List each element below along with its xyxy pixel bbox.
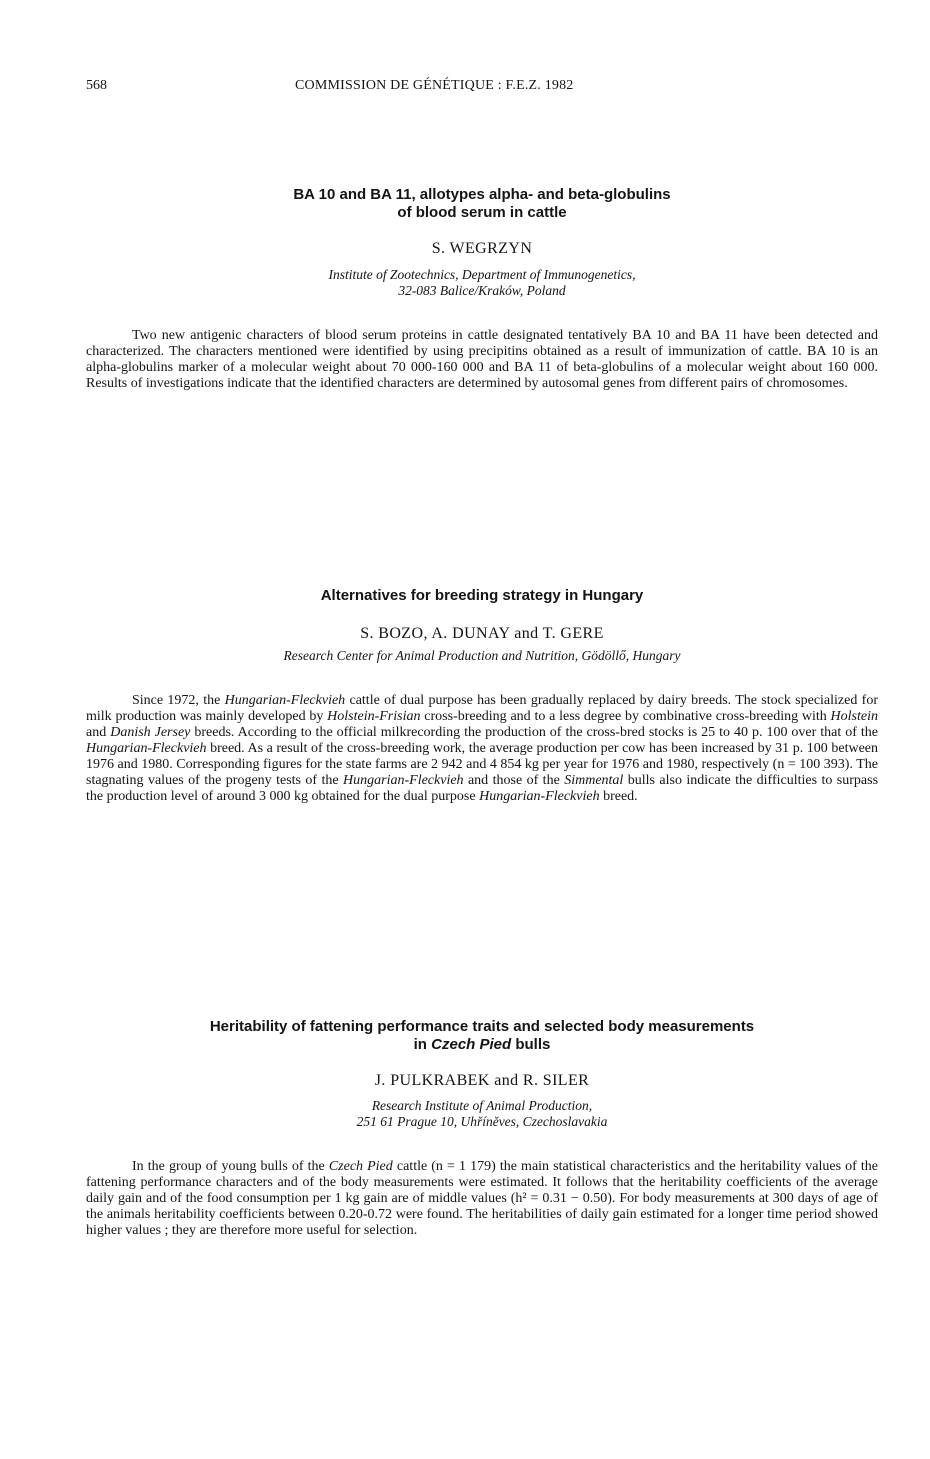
article-bozo [86,587,878,805]
italic-term: Hungarian-Fleckvieh [343,773,464,788]
text-run: In the group of young bulls of the [132,1159,329,1174]
text-run: and [86,725,111,740]
affiliation-line: Research Institute of Animal Production, [371,1098,593,1113]
italic-term: Hungarian-Fleckvieh [224,693,346,708]
article-abstract [86,693,878,805]
article-title [86,186,878,222]
article-affiliation [86,267,878,299]
affiliation-line: Institute of Zootechnics, Department of Immunogenetics, [328,267,636,282]
article-wegrzyn [86,186,878,392]
article-title [86,1018,878,1054]
text-run: breeds. According to the official milkrecording the production of the cross-bred stocks is 25 to 40 p. 100 over that of the [190,725,878,740]
title-line: of blood serum in cattle [397,204,567,221]
title-line [414,1036,551,1053]
text-run: bulls [511,1036,551,1053]
italic-term: Holstein [830,709,878,724]
article-title [86,587,878,605]
article-abstract: Two new antigenic characters of blood serum proteins in cattle designated tentatively BA 10 and BA 11 have been detected and characterized. The characters mentioned were identified by using precipitins obtained as a result of immunization of cattle. BA 10 is an alpha-globulins marker of a molecular weight about 70 000-160 000 and BA 11 of beta-globulins of a molecular weight about 160 000. Results of investigations indicate that the identified characters are determined by autosomal genes from different pairs of chromosomes. [86,328,878,391]
text-run: in [413,1036,432,1053]
article-authors: S. WEGRZYN [431,240,533,257]
article-abstract [86,1159,878,1239]
italic-term: Holstein-Frisian [327,709,421,724]
article-affiliation [86,1098,878,1130]
italic-term: Czech Pied [431,1036,512,1053]
affiliation-line: 251 61 Prague 10, Uhříněves, Czechoslavakia [356,1114,608,1129]
text-run: cross-breeding and to a less degree by combinative cross-breeding with [420,709,831,724]
italic-term: Danish Jersey [110,725,191,740]
article-authors: J. PULKRABEK and R. SILER [374,1072,590,1089]
article-pulkrabek [86,1018,878,1239]
affiliation-line: Research Center for Animal Production and Nutrition, Gödöllő, Hungary [283,648,681,663]
article-affiliation [86,648,878,664]
italic-term: Hungarian-Fleckvieh [86,741,207,756]
italic-term: Simmental [564,773,624,788]
text-run: Since 1972, the [132,693,225,708]
text-run: cattle of dual purpose has been gradually replaced by dairy breeds. The stock specialized for milk production was mainly developed by [86,693,878,724]
italic-term: Hungarian-Fleckvieh [479,789,600,804]
text-run: cattle (n = 1 179) the main statistical characteristics and the heritability values of the fattening performance characters and of the body measurements were estimated. It follows that the heritability coefficients of the average daily gain and of the food consumption per 1 kg gain are of middle values (h² = 0.31 − 0.50). For body measurements at 300 days of age of the animals heritability coefficients between 0.20-0.72 were found. The heritabilities of daily gain estimated for a longer time period showed higher values ; they are therefore more useful for selection. [86,1159,878,1238]
affiliation-line: 32-083 Balice/Kraków, Poland [398,283,566,298]
text-run: Heritability of fattening performance traits and selected body measurements [209,1018,755,1035]
italic-term: Czech Pied [328,1159,393,1174]
title-line: BA 10 and BA 11, allotypes alpha- and beta-globulins [293,186,671,203]
title-line: Alternatives for breeding strategy in Hungary [320,587,644,604]
text-run: bulls also indicate the difficulties to surpass the production level of around 3 000 kg obtained for the dual purpose [86,773,879,804]
title-line [210,1018,754,1035]
text-run: breed. As a result of the cross-breeding work, the average production per cow has been increased by 31 p. 100 between 1976 and 1980. Corresponding figures for the state farms are 2 942 and 4 854 kg per year for 1976 and 1980, respectively (n = 100 393). The stagnating values of the progeny tests of the [86,741,878,788]
article-authors: S. BOZO, A. DUNAY and T. GERE [360,625,604,642]
text-run: and those of the [463,773,565,788]
running-head: COMMISSION DE GÉNÉTIQUE : F.E.Z. 1982 [295,78,574,93]
page-number: 568 [86,78,107,93]
text-run: breed. [599,789,638,804]
